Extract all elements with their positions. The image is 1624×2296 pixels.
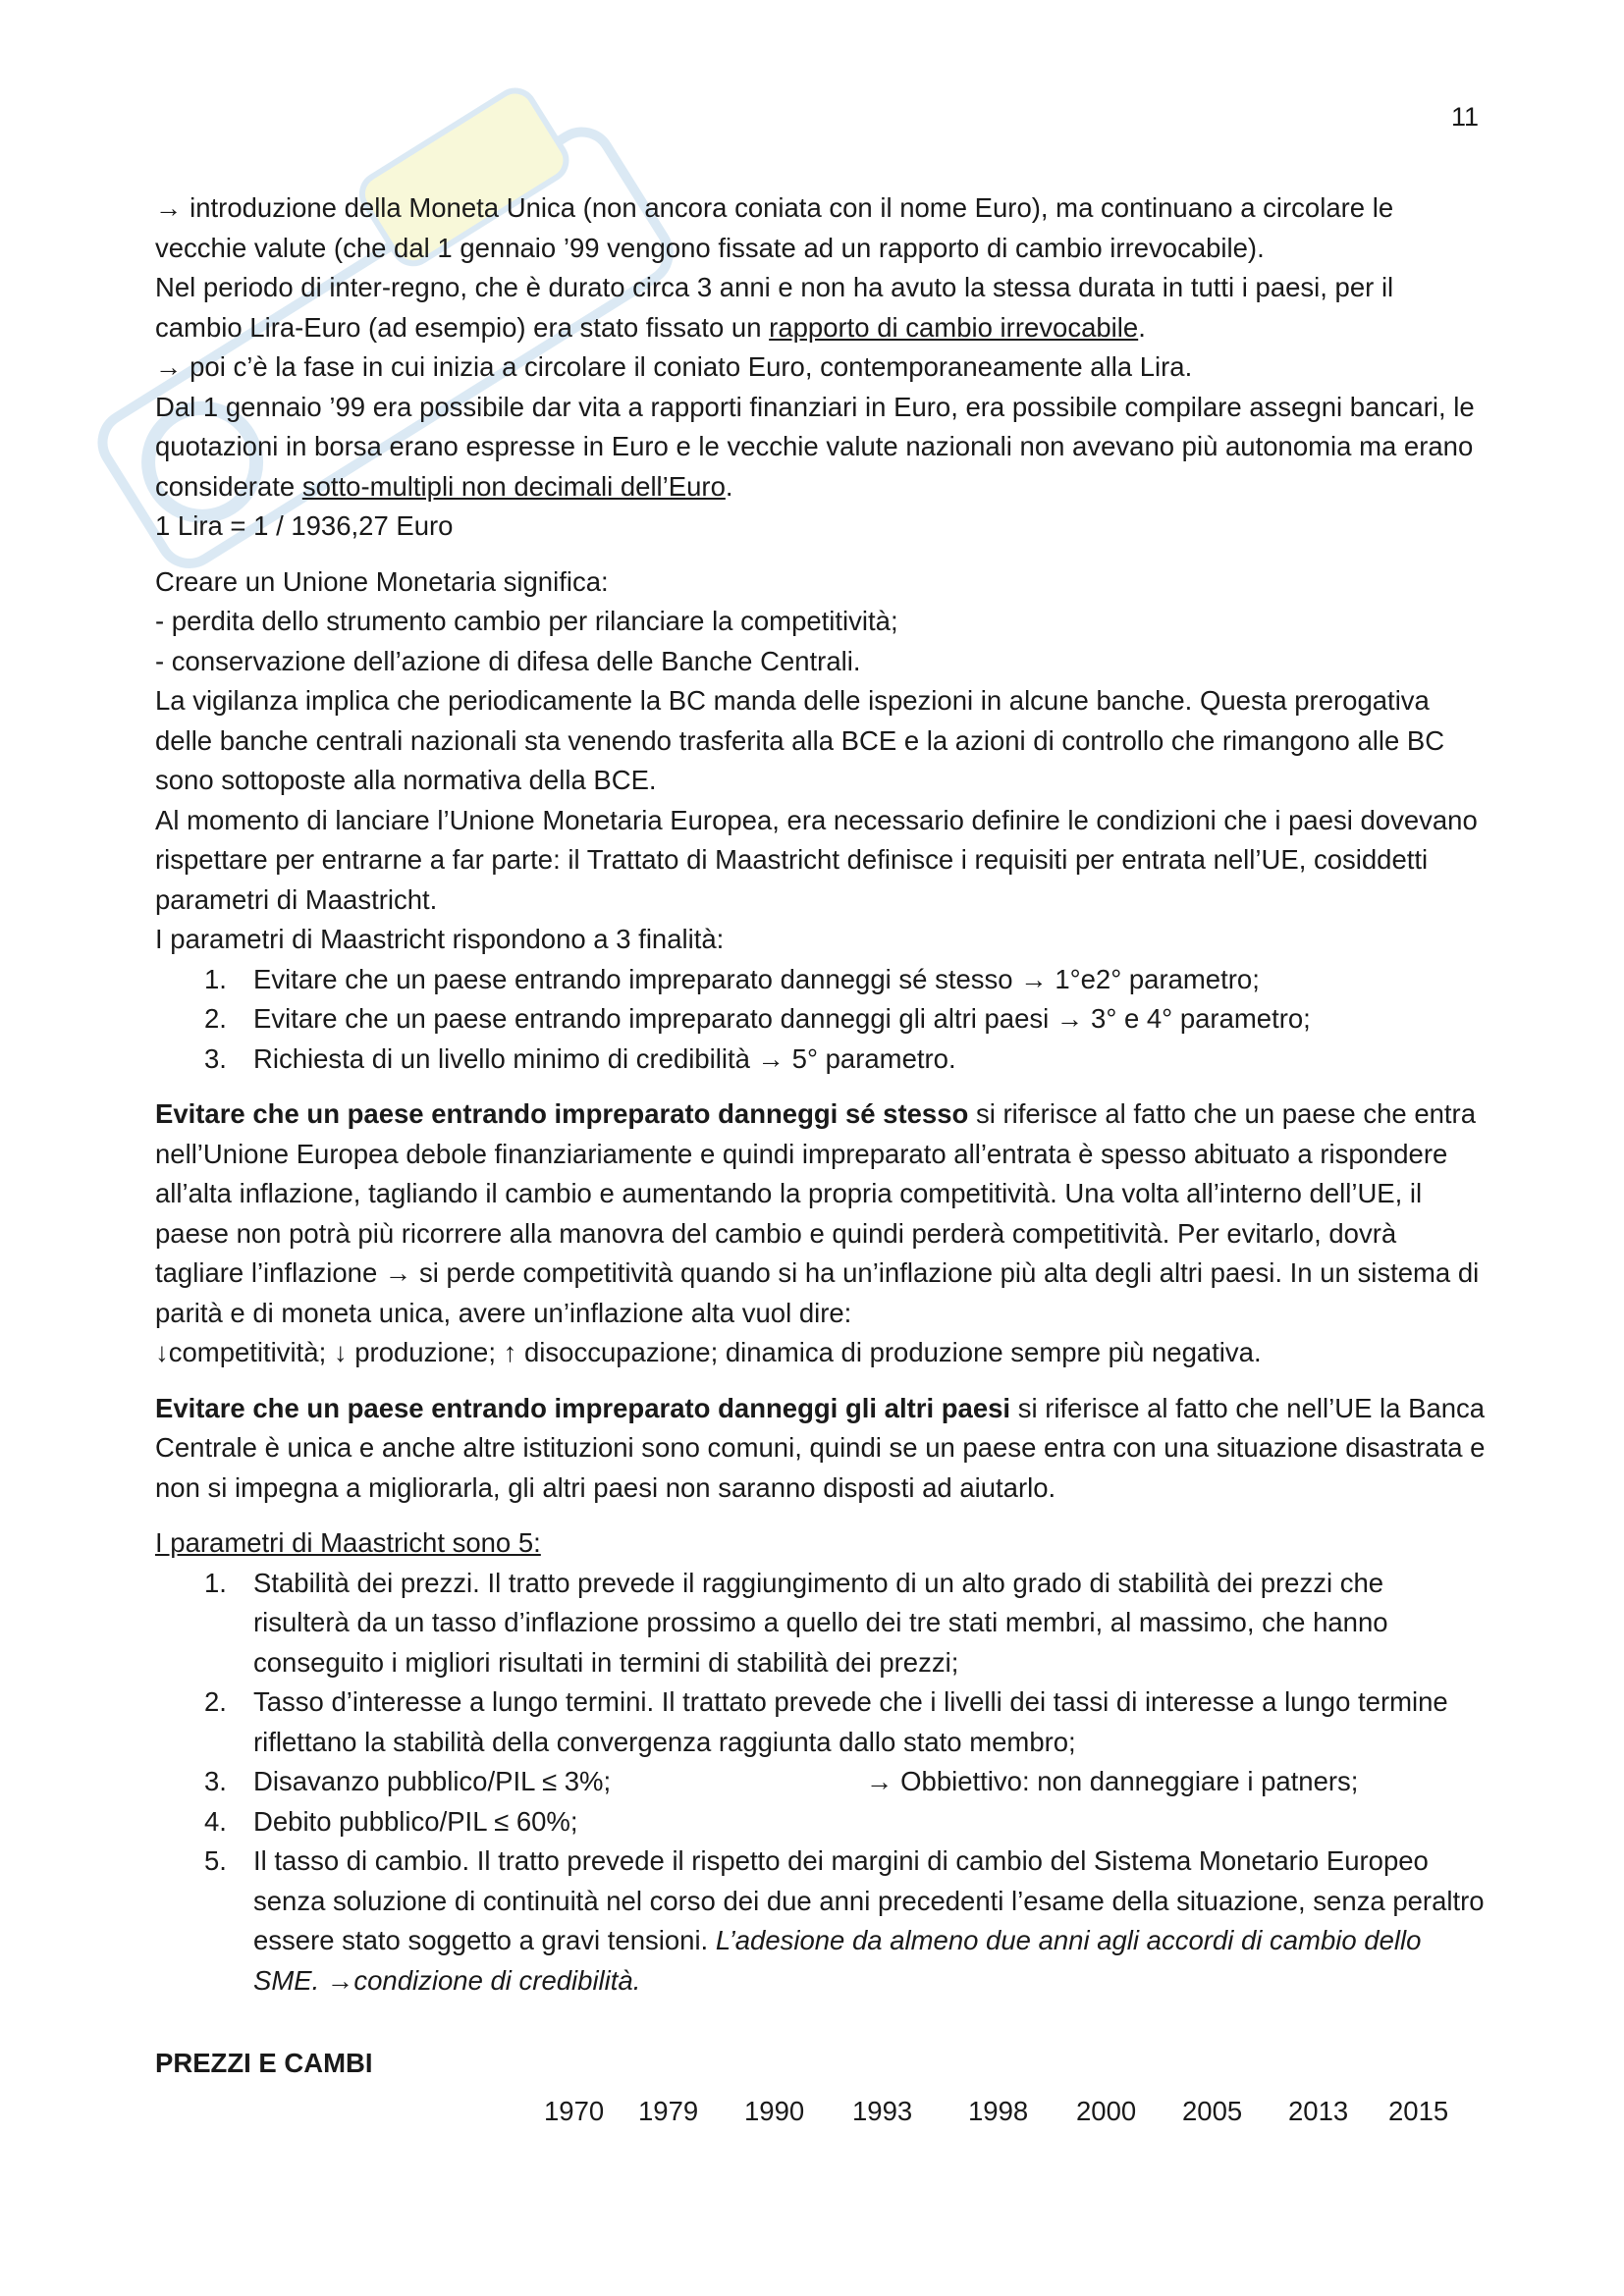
section-title: PREZZI E CAMBI [155,2048,373,2078]
list-item: 5. Il tasso di cambio. Il tratto prevede il rispetto dei margini di cambio del Sistema Monetario Europeo senza soluzione di continuità nel corso dei due anni precedenti l’esame della situazione, senza peraltro essere stato soggetto a gravi tensioni. L’adesione da almeno due anni agli accordi di cambio dello SME. →condizione di credibilità. [204,1845,1485,1996]
page-number: 11 [1450,102,1479,132]
years-row [544,2092,1487,2132]
year-cell: 1998 [968,2095,1029,2126]
interregno-paragraph: Nel periodo di inter-regno, che è durato circa 3 anni e non ha avuto la stessa durata in tutti i paesi, per il cambio Lira-Euro (ad esempio) era stato fissato un rapporto di cambio irrevocabile. [155,272,1394,343]
unione-item-2: - conservazione dell’azione di difesa delle Banche Centrali. [155,645,861,676]
effects-line: ↓competitività; ↓ produzione; ↑ disoccupazione; dinamica di produzione sempre più negativa. [155,1337,1262,1367]
coniato-paragraph: → poi c’è la fase in cui inizia a circolare il coniato Euro, contemporaneamente alla Lira. [155,351,1193,382]
list-item: 4. Debito pubblico/PIL ≤ 60%; [204,1805,578,1837]
unione-heading: Creare un Unione Monetaria significa: [155,565,609,597]
page-content [155,188,1487,2131]
finalita-list [155,960,1487,1080]
unione-item-1: - perdita dello strumento cambio per rilanciare la competitività; [155,606,898,636]
year-cell: 1993 [852,2095,913,2126]
list-item: 1. Evitare che un paese entrando impreparato danneggi sé stesso → 1°e2° parametro; [204,963,1260,994]
parametri-list [155,1564,1487,2002]
year-cell: 2015 [1388,2095,1449,2126]
year-cell: 1970 [544,2095,605,2126]
maastricht-intro: Al momento di lanciare l’Unione Monetaria Europea, era necessario definire le condizioni che i paesi dovevano rispettare per entrarne a far parte: il Trattato di Maastricht definisce i requisiti per entrata nell’UE, cosiddetti parametri di Maastricht. [155,804,1478,915]
year-cell: 1990 [744,2095,805,2126]
year-cell: 1979 [638,2095,699,2126]
se-stesso-paragraph: Evitare che un paese entrando impreparato danneggi sé stesso si riferisce al fatto che un paese che entra nell’Unione Europea debole finanziariamente e quindi impreparato all’entrata è spesso abituato a rispondere all’alta inflazione, tagliando il cambio e aumentando la propria competitività. Una volta all’interno dell’UE, il paese non potrà più ricorrere alla manovra del cambio e quindi perderà competitività. Per evitarlo, dovrà tagliare l’inflazione → si perde competitività quando si ha un’inflazione più alta degli altri paesi. In un sistema di parità e di moneta unica, avere un’inflazione alta vuol dire: [155,1098,1480,1328]
altri-paesi-paragraph: Evitare che un paese entrando impreparato danneggi gli altri paesi si riferisce al fatto che nell’UE la Banca Centrale è unica e anche altre istituzioni sono comuni, quindi se un paese entra con una situazione disastrata e non si impegna a migliorarla, gli altri paesi non saranno disposti ad aiutarlo. [155,1392,1486,1503]
finalita-heading: I parametri di Maastricht rispondono a 3 finalità: [155,924,725,954]
vigilanza-paragraph: La vigilanza implica che periodicamente la BC manda delle ispezioni in alcune banche. Questa prerogativa delle banche centrali nazionali sta venendo trasferita alla BCE e la azioni di controllo che rimangono alle BC sono sottoposte alla normativa della BCE. [155,685,1445,795]
list-item: 2. Evitare che un paese entrando impreparato danneggi gli altri paesi → 3° e 4° parametro; [204,1003,1311,1034]
list-item: 3. Richiesta di un livello minimo di credibilità → 5° parametro. [204,1042,956,1074]
year-cell: 2005 [1182,2095,1243,2126]
list-item: 2. Tasso d’interesse a lungo termini. Il trattato prevede che i livelli dei tassi di interesse a lungo termine riflettano la stabilità della convergenza raggiunta dallo stato membro; [204,1686,1448,1757]
year-cell: 2013 [1288,2095,1349,2126]
list-item: 1. Stabilità dei prezzi. Il tratto prevede il raggiungimento di un alto grado di stabilità dei prezzi che risulterà da un tasso d’inflazione prossimo a quello dei tre stati membri, al massimo, che hanno conseguito i migliori risultati in termini di stabilità dei prezzi; [204,1567,1388,1678]
gennaio-paragraph: Dal 1 gennaio ’99 era possibile dar vita a rapporti finanziari in Euro, era possibile compilare assegni bancari, le quotazioni in borsa erano espresse in Euro e le vecchie valute nazionali non avevano più autonomia ma erano considerate sotto-multipli non decimali dell’Euro. [155,391,1475,502]
intro-paragraph: → introduzione della Moneta Unica (non ancora coniata con il nome Euro), ma continuano a circolare le vecchie valute (che dal 1 gennaio ’99 vengono fissate ad un rapporto di cambio irrevocabile). [155,192,1394,263]
lira-conversion: 1 Lira = 1 / 1936,27 Euro [155,510,454,541]
list-item: 3. Disavanzo pubblico/PIL ≤ 3%; → Obbiettivo: non danneggiare i patners; [204,1766,1359,1796]
year-cell: 2000 [1076,2095,1137,2126]
parametri-heading: I parametri di Maastricht sono 5: [155,1527,541,1558]
